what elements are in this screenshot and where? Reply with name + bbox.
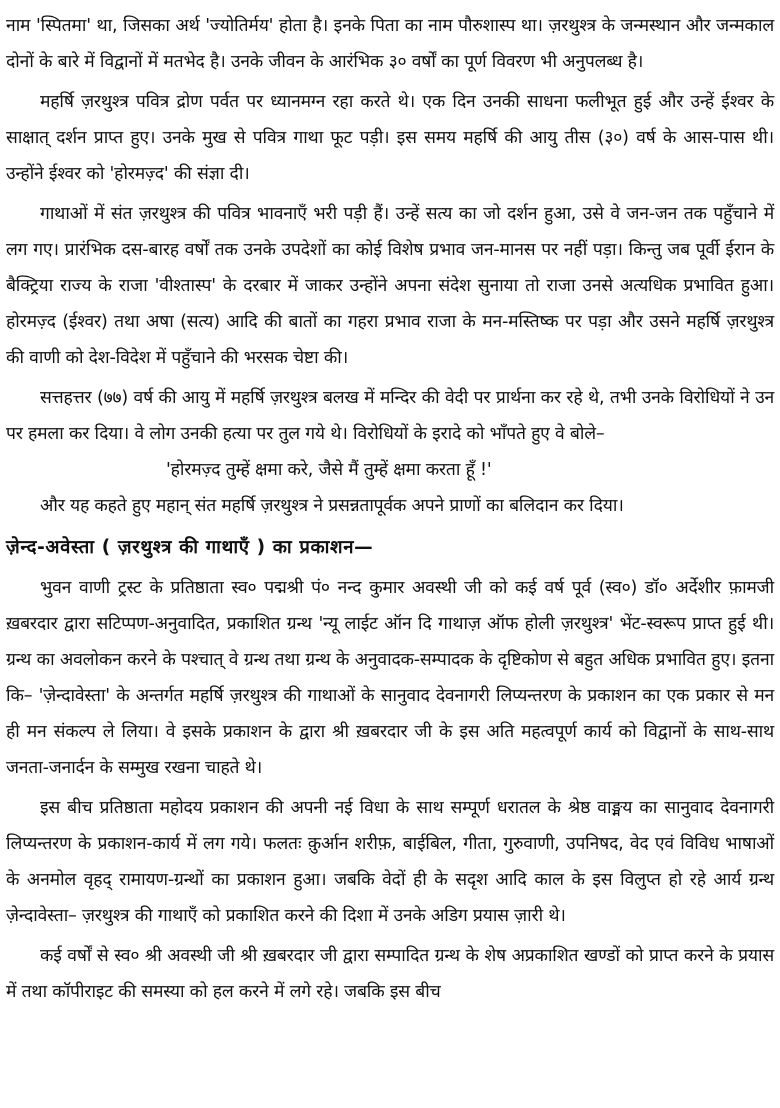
paragraph-attack: सत्तहत्तर (७७) वर्ष की आयु में महर्षि ज़रथुश्त्र बलख में मन्दिर की वेदी पर प्रार्थना कर रहे थे, तभी उनके विरोधियों ने उन पर हमला कर दिया। वे लोग उनकी हत्या पर तुल गये थे। विरोधियों के इरादे को भाँपते हुए वे बोले– [6, 388, 774, 444]
paragraph-enlightenment: महर्षि ज़रथुश्त्र पवित्र द्रोण पर्वत पर ध्यानमग्न रहा करते थे। एक दिन उनकी साधना फलीभूत हुई और उन्हें ईश्वर के साक्षात् दर्शन प्राप्त हुए। उनके मुख से पवित्र गाथा फूट पड़ी। इस समय महर्षि की आयु तीस (३०) वर्ष के आस-पास थी। उन्होंने ईश्वर को 'होरमज़्द' की संज्ञा दी। [6, 92, 774, 184]
paragraph-gathas-spread: गाथाओं में संत ज़रथुश्त्र की पवित्र भावनाएँ भरी पड़ी हैं। उन्हें सत्य का जो दर्शन हुआ, उसे वे जन-जन तक पहुँचाने में लग गए। प्रारंभिक दस-बारह वर्षों तक उनके उपदेशों का कोई विशेष प्रभाव जन-मानस पर नहीं पड़ा। किन्तु जब पूर्वी ईरान के बैक्ट्रिया राज्य के राजा 'वीश्तास्प' के दरबार में जाकर उन्होंने अपना संदेश सुनाया तो राजा उनसे अत्यधिक प्रभावित हुआ। होरमज़्द (ईश्वर) तथा अषा (सत्य) आदि की बातों का गहरा प्रभाव राजा के मन-मस्तिष्क पर पड़ा और उसने महर्षि ज़रथुश्त्र की वाणी को देश-विदेश में पहुँचाने की भरसक चेष्टा की। [6, 204, 774, 368]
paragraph-name-meaning: नाम 'स्पितमा' था, जिसका अर्थ 'ज्योतिर्मय' होता है। इनके पिता का नाम पौरुशास्प था। ज़रथुश्त्र के जन्मस्थान और जन्मकाल दोनों के बारे में विद्वानों में मतभेद है। उनके जीवन के आरंभिक ३० वर्षों का पूर्ण विवरण भी अनुपलब्ध है। [6, 16, 774, 72]
paragraph-trust-founder: भुवन वाणी ट्रस्ट के प्रतिष्ठाता स्व० पद्मश्री पं० नन्द कुमार अवस्थी जी को कई वर्ष पूर्व (स्व०) डॉ० अर्देशीर फ़ामजी ख़बरदार द्वारा सटिप्पण-अनुवादित, प्रकाशित ग्रन्थ 'न्यू लाईट ऑन दि गाथाज़ ऑफ होली ज़रथुश्त्र' भेंट-स्वरूप प्राप्त हुई थी। ग्रन्थ का अवलोकन करने के पश्चात् वे ग्रन्थ तथा ग्रन्थ के अनुवादक-सम्पादक के दृष्टिकोण से बहुत अधिक प्रभावित हुए। इतना कि– 'ज़ेन्दावेस्ता' के अन्तर्गत महर्षि ज़रथुश्त्र की गाथाओं के सानुवाद देवनागरी लिप्यन्तरण के प्रकाशन का एक प्रकार से मन ही मन संकल्प ले लिया। वे इसके प्रकाशन के द्वारा श्री ख़बरदार जी के इस अति महत्वपूर्ण कार्य को विद्वानों के साथ-साथ जनता-जनार्दन के सम्मुख रखना चाहते थे। [6, 578, 774, 778]
section-heading: ज़ेन्द-अवेस्ता ( ज़रथुश्त्र की गाथाएँ ) का प्रकाशन— [6, 537, 374, 558]
paragraph-copyright-efforts: कई वर्षों से स्व० श्री अवस्थी जी श्री ख़बरदार जी द्वारा सम्पादित ग्रन्थ के शेष अप्रकाशित खण्डों को प्राप्त करने के प्रयास में तथा कॉपीराइट की समस्या को हल करने में लगे रहे। जबकि इस बीच [6, 946, 774, 1002]
paragraph-publication-work: इस बीच प्रतिष्ठाता महोदय प्रकाशन की अपनी नई विधा के साथ सम्पूर्ण धरातल के श्रेष्ठ वाङ्मय का सानुवाद देवनागरी लिप्यन्तरण के प्रकाशन-कार्य में लग गये। फलतः क़ुर्आन शरीफ़, बाईबिल, गीता, गुरुवाणी, उपनिषद, वेद एवं विविध भाषाओं के अनमोल वृहद् रामायण-ग्रन्थों का प्रकाशन हुआ। जबकि वेदों ही के सदृश आदि काल के इस विलुप्त हो रहे आर्य ग्रन्थ ज़ेन्दावेस्ता– ज़रथुश्त्र की गाथाएँ को प्रकाशित करने की दिशा में उनके अडिग प्रयास ज़ारी थे। [6, 798, 774, 926]
forgiveness-quote: 'होरमज़्द तुम्हें क्षमा करे, जैसे मैं तुम्हें क्षमा करता हूँ !' [166, 460, 492, 480]
paragraph-sacrifice: और यह कहते हुए महान् संत महर्षि ज़रथुश्त्र ने प्रसन्नतापूर्वक अपने प्राणों का बलिदान कर दिया। [40, 496, 624, 516]
